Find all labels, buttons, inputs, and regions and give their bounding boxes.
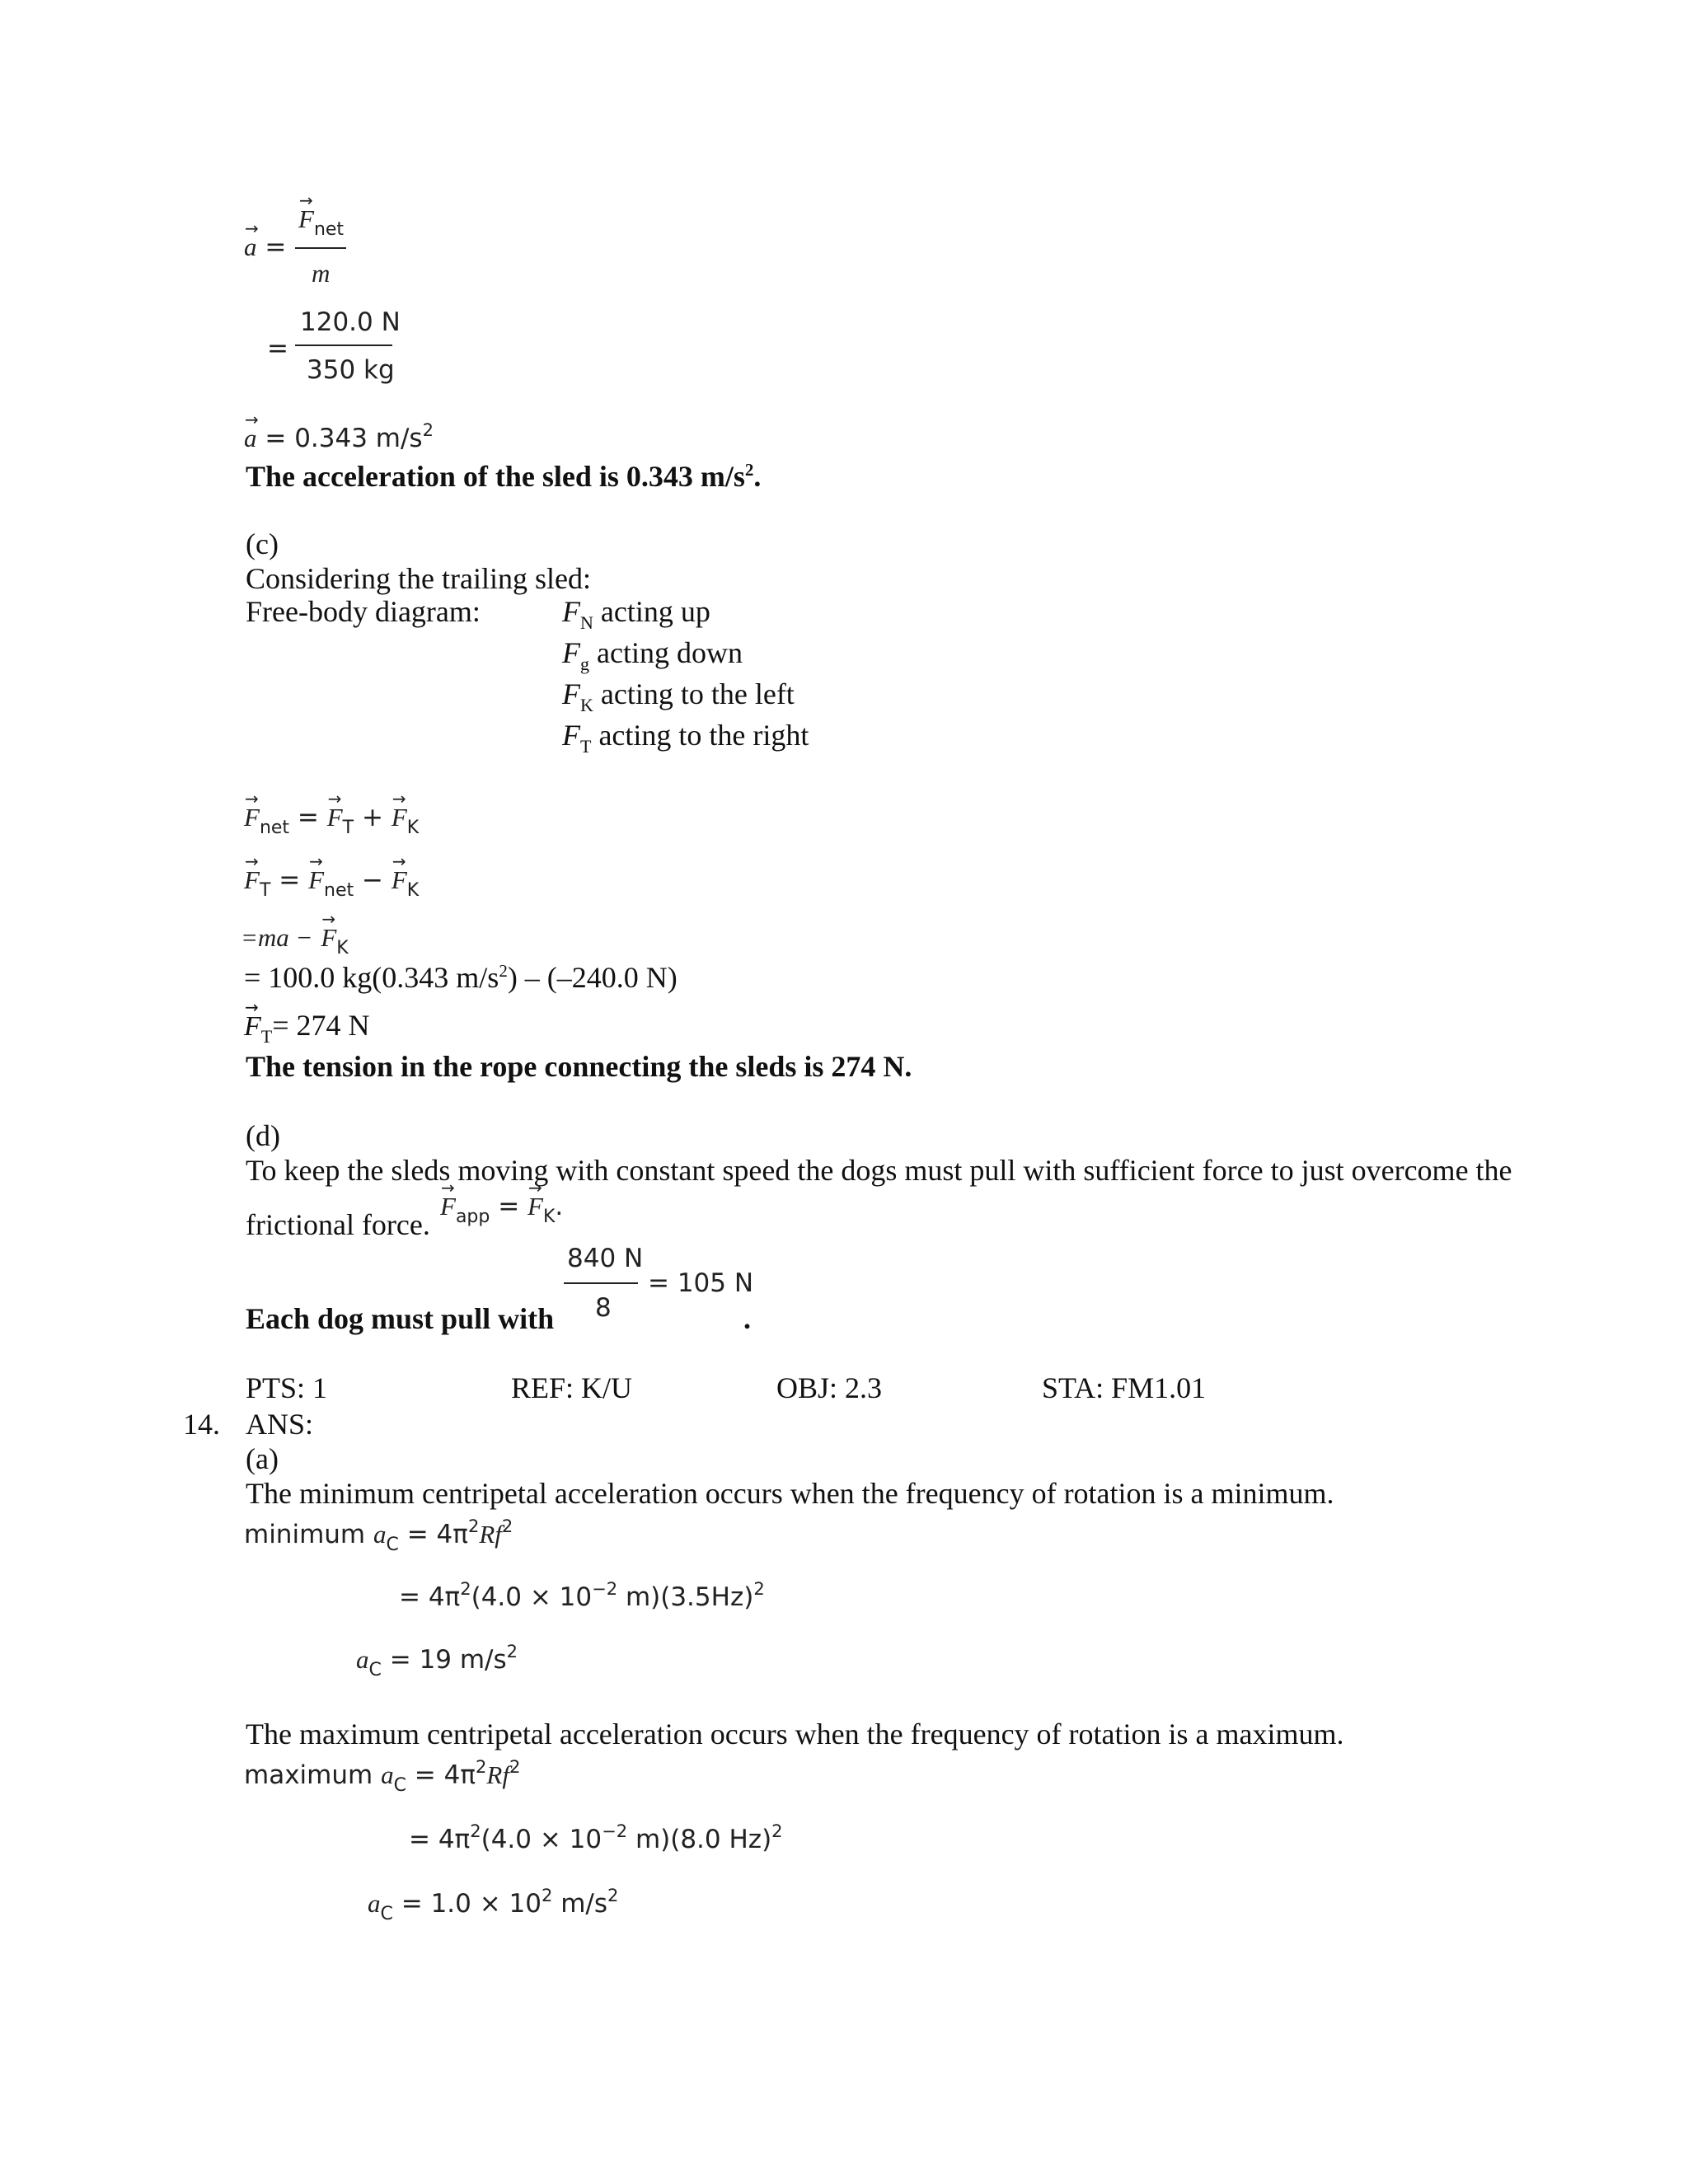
force-symbol: → F: [528, 1193, 543, 1219]
force-description: acting to the right: [598, 719, 809, 752]
rf-term: Rf: [486, 1760, 509, 1789]
question-number: 14.: [183, 1408, 220, 1441]
accel-lhs: → a =: [244, 234, 286, 260]
tension-substitution: [241, 925, 349, 958]
force-description: acting to the left: [600, 677, 795, 710]
accel-symbol: a: [373, 1520, 387, 1549]
force-subscript: T: [580, 736, 592, 757]
exponent: 2: [506, 1642, 518, 1661]
accel-result: → a = 0.343 $m/s^2$: [244, 422, 434, 452]
exponent: 2: [509, 1757, 521, 1777]
force-symbol: F: [562, 636, 580, 669]
accel-symbol: a: [356, 1645, 369, 1674]
part-a-label: (a): [246, 1442, 279, 1475]
numeric-text: = 100.0 kg(0.343 m/s: [244, 961, 499, 994]
dog-force-conclusion: Each dog must pull with: [246, 1302, 555, 1335]
net-force-equation: → $F_{net}$ = → $F_T$ + → $F_K$: [244, 804, 419, 837]
min-accel-result: [356, 1643, 518, 1680]
answer-label: ANS:: [246, 1408, 314, 1441]
subscript: C: [380, 1904, 393, 1924]
tension-conclusion: The tension in the rope connecting the sleds is 274 N.: [246, 1050, 912, 1083]
radius-term: (4.0 × 10: [481, 1825, 603, 1854]
force-symbol: F: [562, 595, 580, 628]
subscript: T: [260, 1026, 273, 1047]
accel-conclusion: [246, 462, 761, 491]
max-text: The maximum centripetal acceleration occurs when the frequency of rotation is a maximum.: [246, 1718, 1344, 1750]
conclusion-period: .: [743, 1302, 751, 1335]
accel-symbol: a: [381, 1760, 394, 1789]
exponent: 2: [501, 1516, 513, 1536]
subscript: K: [336, 938, 349, 958]
exponent: −2: [602, 1821, 628, 1841]
tension-numeric: [244, 963, 678, 992]
formula-coefficient: = 4π: [414, 1760, 476, 1790]
exponent: 2: [422, 420, 434, 440]
min-text: The minimum centripetal acceleration occurs when the frequency of rotation is a minimum.: [246, 1477, 1334, 1510]
exponent: 2: [607, 1886, 619, 1905]
force-symbol: F: [562, 677, 580, 710]
unit: m/s: [552, 1889, 608, 1919]
min-result-value: = 19 m/s: [389, 1645, 507, 1675]
accel-fraction-numerator: [298, 206, 344, 239]
force-subscript: K: [580, 695, 593, 715]
force-symbol: → F: [298, 206, 314, 232]
dog-force-result: = 105 N: [648, 1268, 754, 1298]
mass-symbol: m: [312, 259, 331, 288]
formula-coefficient: = 4π: [409, 1825, 471, 1854]
force-symbol: → F: [308, 867, 324, 893]
subscript: T: [259, 880, 271, 901]
subscript: C: [386, 1535, 399, 1555]
denominator-value: 350 kg: [307, 355, 395, 385]
obj-field: OBJ: 2.3: [776, 1371, 883, 1404]
subscript: K: [406, 818, 420, 838]
period: .: [555, 1192, 564, 1221]
part-d-line2: frictional force.: [246, 1208, 430, 1241]
max-accel-formula: [244, 1759, 520, 1795]
min-accel-formula: [244, 1518, 513, 1554]
force-symbol: → F: [392, 804, 407, 830]
force-symbol: → F: [244, 804, 260, 830]
operator: +: [361, 803, 383, 832]
fraction-bar: [564, 1282, 638, 1284]
part-c-intro: Considering the trailing sled:: [246, 562, 591, 595]
exponent: 2: [460, 1579, 471, 1599]
rf-term: Rf: [479, 1520, 502, 1549]
subscript: net: [259, 818, 290, 838]
numeric-text-end: ) – (–240.0 N): [507, 961, 678, 994]
exponent: 2: [499, 961, 508, 981]
exponent: 2: [753, 1579, 765, 1599]
exponent: 2: [542, 1886, 553, 1905]
force-symbol: → F: [321, 925, 336, 950]
force-gravity: [562, 638, 743, 673]
subscript: app: [455, 1207, 490, 1227]
applied-force-equation: → $F_{app}$ = → $F_K$.: [440, 1193, 563, 1226]
formula-coefficient: = 4π: [406, 1520, 468, 1549]
fbd-label: Free-body diagram:: [246, 595, 481, 628]
accel-symbol: → a: [244, 425, 257, 451]
tension-result: [244, 1010, 370, 1046]
subscript: C: [368, 1660, 382, 1680]
exponent: 2: [771, 1821, 783, 1841]
max-result-value: = 1.0 × 10: [401, 1889, 542, 1919]
conclusion-text: The acceleration of the sled is 0.343 m/s: [246, 460, 745, 493]
force-symbol: F: [562, 719, 580, 752]
force-symbol: → F: [392, 867, 407, 893]
exponent: 2: [476, 1757, 487, 1777]
exponent: −2: [592, 1579, 618, 1599]
force-subscript: N: [580, 612, 593, 633]
force-tension: [562, 720, 809, 756]
numerator-value: 120.0 N: [300, 307, 401, 337]
force-symbol: → F: [244, 867, 260, 893]
min-label: minimum: [244, 1520, 366, 1549]
formula-coefficient: = 4π: [399, 1582, 461, 1612]
max-accel-substitution: [409, 1823, 783, 1853]
force-symbol: → F: [244, 1013, 261, 1041]
subscript: net: [324, 880, 354, 901]
max-accel-result: [368, 1887, 618, 1924]
force-description: acting down: [597, 636, 743, 669]
operator: −: [361, 865, 383, 895]
sta-field: STA: FM1.01: [1042, 1371, 1207, 1404]
tension-value: = 274 N: [272, 1009, 370, 1042]
accel-value: 0.343 m/s: [294, 424, 423, 453]
ref-field: REF: K/U: [511, 1371, 633, 1404]
subscript: K: [542, 1207, 556, 1227]
tension-equation: → $F_T$ = → $F_{net}$ − → $F_K$: [244, 867, 419, 900]
part-c-label: (c): [246, 527, 279, 560]
frequency-term: m)(3.5Hz): [617, 1582, 754, 1612]
force-normal: [562, 597, 710, 632]
accel-symbol: a: [368, 1889, 381, 1918]
force-symbol: → F: [327, 804, 343, 830]
part-d-label: (d): [246, 1119, 280, 1152]
dog-force-denominator: 8: [595, 1293, 612, 1323]
period: .: [753, 460, 762, 493]
subscript: T: [342, 818, 354, 838]
fraction-bar: [295, 247, 346, 249]
part-d-line1: To keep the sleds moving with constant speed the dogs must pull with sufficient force to just overcome the: [246, 1154, 1512, 1187]
subscript-net: net: [313, 219, 345, 240]
equals-sign: =: [267, 334, 288, 363]
force-description: acting up: [600, 595, 710, 628]
force-kinetic-friction: [562, 679, 795, 715]
radius-term: (4.0 × 10: [471, 1582, 593, 1612]
force-subscript: g: [580, 654, 589, 674]
exponent: 2: [744, 460, 754, 480]
fraction-bar: [295, 344, 392, 346]
frequency-term: m)(8.0 Hz): [627, 1825, 772, 1854]
exponent: 2: [470, 1821, 481, 1841]
accel-symbol: → a: [244, 234, 257, 260]
min-accel-substitution: [399, 1581, 765, 1610]
ma-term: =ma −: [241, 923, 313, 952]
subscript: K: [406, 880, 420, 901]
dog-force-numerator: 840 N: [567, 1244, 644, 1273]
force-symbol: → F: [440, 1193, 456, 1219]
exponent: 2: [467, 1516, 480, 1536]
subscript: C: [393, 1775, 406, 1796]
max-label: maximum: [244, 1760, 373, 1790]
pts-field: PTS: 1: [246, 1371, 328, 1404]
